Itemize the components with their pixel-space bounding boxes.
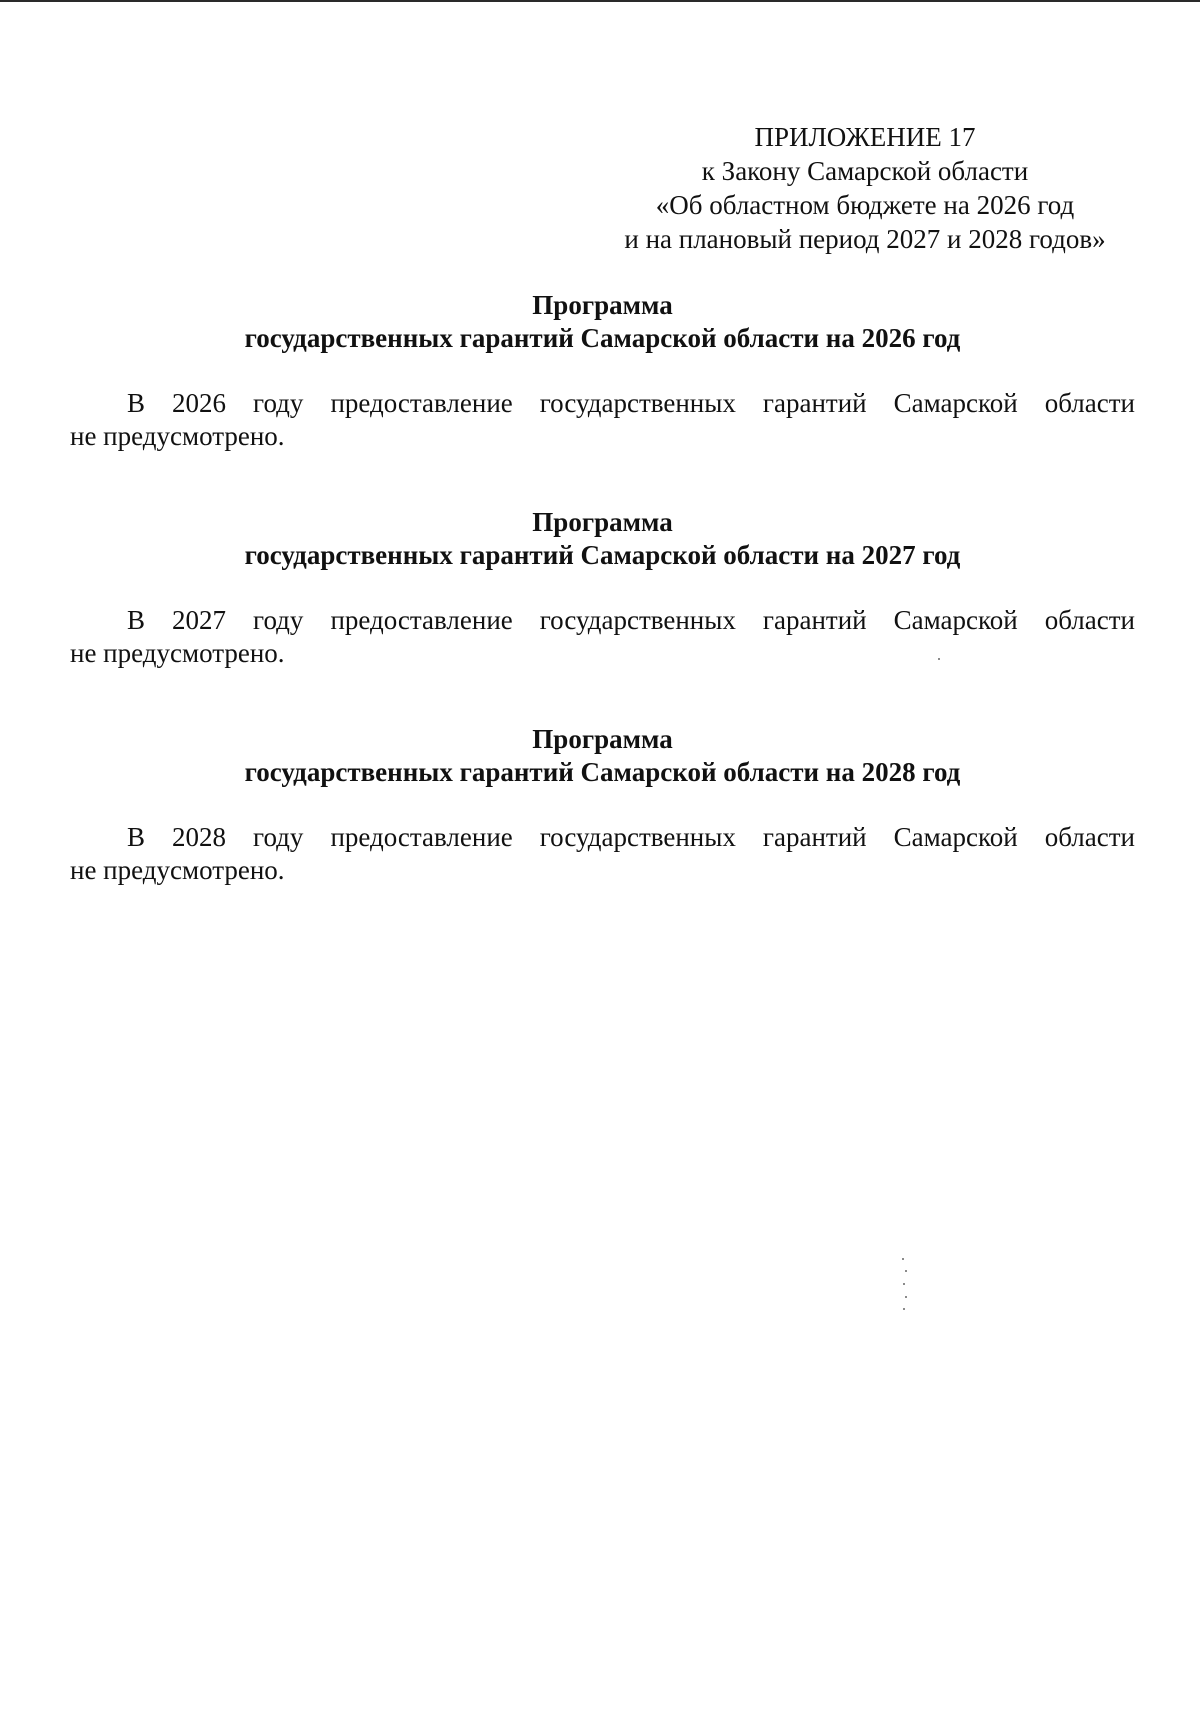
section-title: Программа bbox=[532, 724, 673, 754]
section-subtitle: государственных гарантий Самарской области на 2027 год bbox=[244, 540, 961, 570]
word: году bbox=[253, 822, 304, 852]
word: гарантий bbox=[762, 822, 867, 852]
word: году bbox=[253, 605, 304, 635]
word: государственных bbox=[539, 822, 736, 852]
section-subtitle: государственных гарантий Самарской области на 2028 год bbox=[244, 757, 961, 787]
scan-speck bbox=[902, 1258, 904, 1260]
scan-speck bbox=[905, 1270, 907, 1272]
section-title: Программа bbox=[532, 507, 673, 537]
word: 2028 bbox=[172, 822, 227, 852]
word: области bbox=[1044, 822, 1135, 852]
word: области bbox=[1044, 388, 1135, 418]
word: предоставление bbox=[330, 388, 513, 418]
paragraph-line-1 bbox=[70, 604, 1135, 637]
word: государственных bbox=[539, 388, 736, 418]
section-paragraph-2026 bbox=[70, 387, 1135, 453]
section-subtitle: государственных гарантий Самарской области на 2026 год bbox=[244, 323, 961, 353]
word: Самарской bbox=[893, 388, 1018, 418]
section-paragraph-2028 bbox=[70, 821, 1135, 887]
word: 2026 bbox=[172, 388, 227, 418]
word: гарантий bbox=[762, 605, 867, 635]
word: 2027 bbox=[172, 605, 227, 635]
word: предоставление bbox=[330, 605, 513, 635]
top-border-line bbox=[0, 0, 1200, 2]
word: В bbox=[127, 822, 146, 852]
word: В bbox=[127, 388, 146, 418]
section-heading-2028 bbox=[70, 723, 1135, 789]
scan-speck bbox=[938, 658, 940, 660]
word: году bbox=[253, 388, 304, 418]
appendix-budget-line: «Об областном бюджете на 2026 год bbox=[655, 190, 1075, 220]
word: области bbox=[1044, 605, 1135, 635]
scan-speck bbox=[903, 1308, 905, 1310]
word: В bbox=[127, 605, 146, 635]
word: Самарской bbox=[893, 605, 1018, 635]
word: предоставление bbox=[330, 822, 513, 852]
word: Самарской bbox=[893, 822, 1018, 852]
appendix-law-line: к Закону Самарской области bbox=[701, 156, 1029, 186]
word: государственных bbox=[539, 605, 736, 635]
section-title: Программа bbox=[532, 290, 673, 320]
paragraph-line-2: не предусмотрено. bbox=[70, 855, 285, 885]
appendix-period-line: и на плановый период 2027 и 2028 годов» bbox=[624, 224, 1106, 254]
section-heading-2027 bbox=[70, 506, 1135, 572]
paragraph-line-2: не предусмотрено. bbox=[70, 421, 285, 451]
paragraph-line-2: не предусмотрено. bbox=[70, 638, 285, 668]
word: гарантий bbox=[762, 388, 867, 418]
paragraph-line-1 bbox=[70, 387, 1135, 420]
scan-speck bbox=[905, 1296, 907, 1298]
appendix-header bbox=[560, 120, 1170, 256]
section-heading-2026 bbox=[70, 289, 1135, 355]
paragraph-line-1 bbox=[70, 821, 1135, 854]
section-paragraph-2027 bbox=[70, 604, 1135, 670]
appendix-title: ПРИЛОЖЕНИЕ 17 bbox=[754, 122, 976, 152]
scan-speck bbox=[903, 1283, 905, 1285]
